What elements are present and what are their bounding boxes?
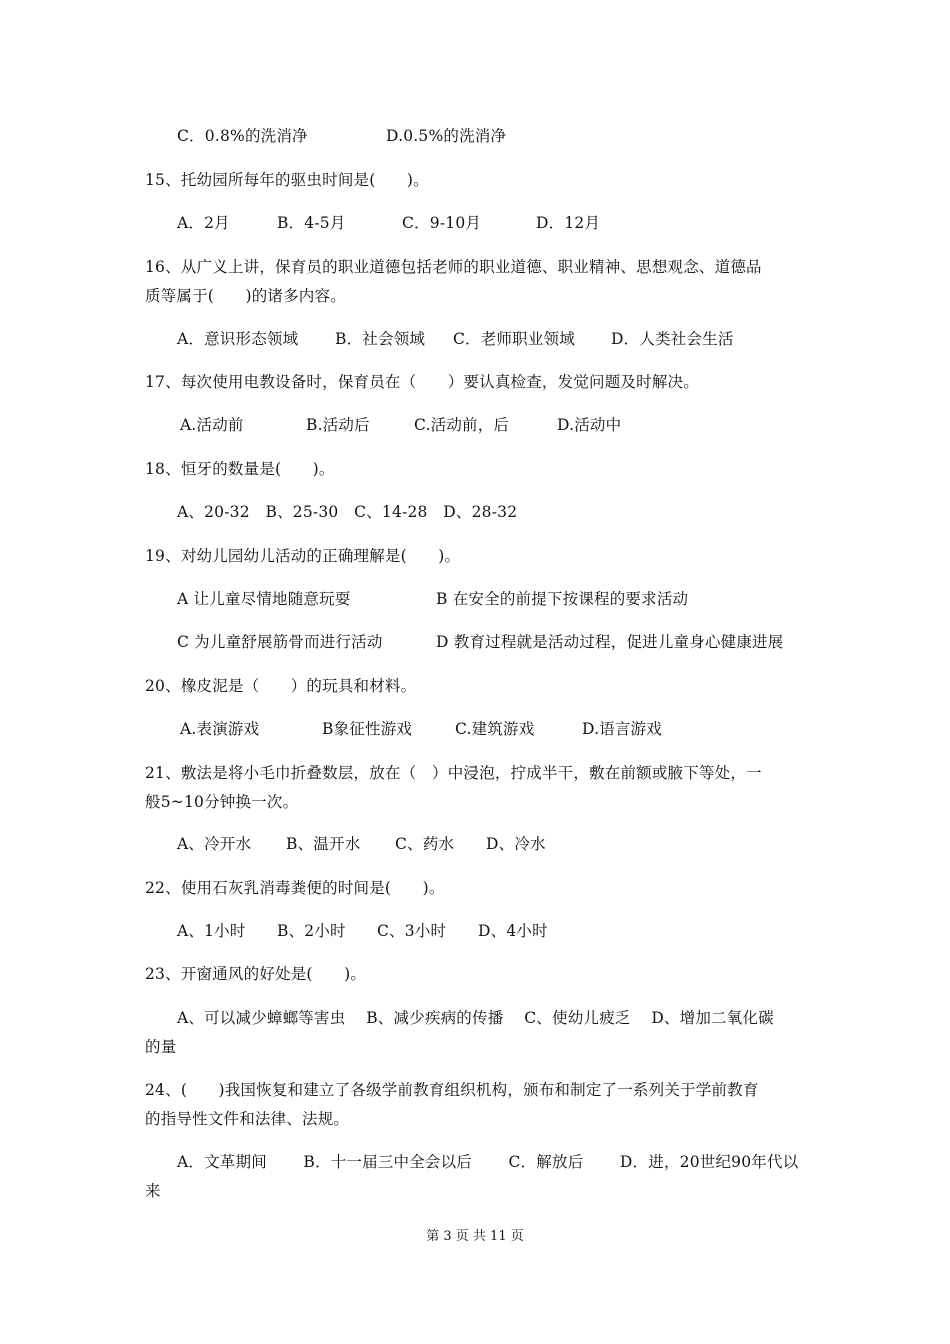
q16-stem-line1: 16、从广义上讲，保育员的职业道德包括老师的职业道德、职业精神、思想观念、道德品 (145, 258, 762, 276)
q24-options-line1: A．文革期间 B．十一届三中全会以后 C．解放后 D．进，20世纪90年代以 (177, 1153, 799, 1171)
q17-option-d: D.活动中 (557, 416, 622, 434)
q20-stem: 20、橡皮泥是（ ）的玩具和材料。 (145, 677, 417, 695)
q22-option-c: C、3小时 (377, 922, 447, 940)
q14-option-d: D.0.5%的洗消净 (386, 127, 507, 145)
q21-stem-line2: 般5~10分钟换一次。 (145, 793, 299, 811)
q18-options: A、20-32 B、25-30 C、14-28 D、28-32 (177, 503, 518, 521)
q21-option-c: C、药水 (395, 835, 455, 853)
q23-options-line2: 的量 (145, 1038, 177, 1056)
q15-option-d: D．12月 (536, 214, 601, 232)
q16-option-c: C．老师职业领域 (453, 330, 575, 348)
q15-option-c: C．9-10月 (402, 214, 482, 232)
q17-stem: 17、每次使用电教设备时，保育员在（ ）要认真检查，发觉问题及时解决。 (145, 373, 699, 391)
q19-option-b: B 在安全的前提下按课程的要求活动 (436, 590, 689, 608)
q16-option-d: D．人类社会生活 (611, 330, 734, 348)
q16-option-a: A．意识形态领域 (177, 330, 299, 348)
q19-option-d: D 教育过程就是活动过程，促进儿童身心健康进展 (436, 633, 784, 651)
q20-option-b: B象征性游戏 (322, 720, 413, 738)
q21-option-d: D、冷水 (486, 835, 546, 853)
q16-option-b: B．社会领域 (335, 330, 426, 348)
q24-stem-line2: 的指导性文件和法律、法规。 (145, 1110, 350, 1128)
q22-stem: 22、使用石灰乳消毒粪便的时间是( )。 (145, 879, 445, 897)
q17-option-a: A.活动前 (180, 416, 244, 434)
q24-stem-line1: 24、( )我国恢复和建立了各级学前教育组织机构，颁布和制定了一系列关于学前教育 (145, 1081, 759, 1099)
page-footer: 第 3 页 共 11 页 (426, 1229, 524, 1244)
q19-option-c: C 为儿童舒展筋骨而进行活动 (177, 633, 383, 651)
q22-option-a: A、1小时 (177, 922, 246, 940)
q14-option-c: C．0.8%的洗消净 (177, 127, 308, 145)
q17-option-b: B.活动后 (306, 416, 370, 434)
q19-stem: 19、对幼儿园幼儿活动的正确理解是( )。 (145, 547, 461, 565)
q22-option-d: D、4小时 (478, 922, 548, 940)
q21-option-a: A、冷开水 (177, 835, 252, 853)
q23-options-line1: A、可以减少蟑螂等害虫 B、减少疾病的传播 C、使幼儿疲乏 D、增加二氧化碳 (177, 1009, 774, 1027)
q21-stem-line1: 21、敷法是将小毛巾折叠数层，放在（ ）中浸泡，拧成半干，敷在前额或腋下等处，一 (145, 764, 762, 782)
q20-option-c: C.建筑游戏 (455, 720, 535, 738)
q22-option-b: B、2小时 (277, 922, 346, 940)
q15-option-a: A．2月 (177, 214, 230, 232)
q18-stem: 18、恒牙的数量是( )。 (145, 460, 335, 478)
q15-option-b: B．4-5月 (277, 214, 346, 232)
q16-stem-line2: 质等属于( )的诸多内容。 (145, 287, 346, 305)
q20-option-a: A.表演游戏 (180, 720, 260, 738)
q15-stem: 15、托幼园所每年的驱虫时间是( )。 (145, 171, 429, 189)
q19-option-a: A 让儿童尽情地随意玩耍 (177, 590, 351, 608)
q20-option-d: D.语言游戏 (582, 720, 663, 738)
q23-stem: 23、开窗通风的好处是( )。 (145, 965, 367, 983)
q24-options-line2: 来 (145, 1182, 161, 1200)
q17-option-c: C.活动前，后 (414, 416, 510, 434)
q21-option-b: B、温开水 (286, 835, 361, 853)
